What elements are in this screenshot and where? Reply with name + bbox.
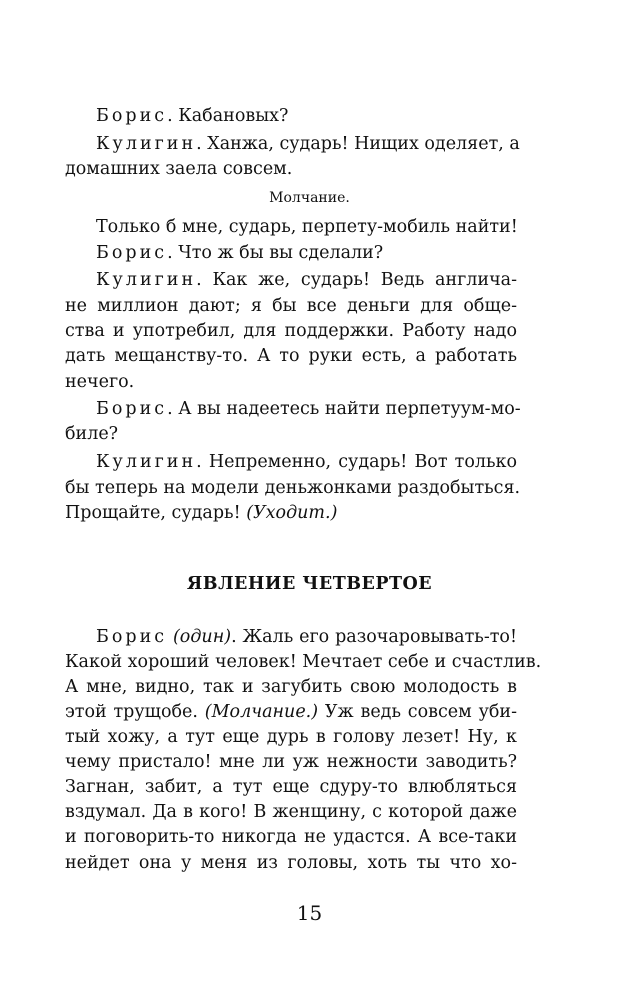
speaker-name: Борис [96,243,168,263]
monologue-line: Борис (один). Жаль его разочаровывать-то! [96,627,517,647]
dialogue-line: не миллион дают; я бы все деньги для обще- [65,296,517,316]
dialogue-line: домашних заела совсем. [65,159,293,179]
dialogue-line: ства и употребил, для поддержки. Работу надо [65,321,517,341]
dialogue-line: Кулигин. Ханжа, сударь! Нищих оделяет, а [96,134,520,154]
speaker-name: Борис [96,106,168,126]
dialogue-line: Кулигин. Как же, сударь! Ведь англича- [96,270,517,290]
stage-direction: Молчание. [269,190,350,206]
dialogue-line: нечего. [65,372,135,392]
speaker-name: Кулигин [96,134,197,154]
monologue-line: и поговорить-то никогда не удастся. А все-таки [65,827,517,847]
monologue-line: чему пристало! мне ли уж нежности заводить? [65,752,517,772]
monologue-line: тый хожу, а тут еще дурь в голову лезет! Ну, к [65,727,517,747]
monologue-line: этой трущобе. (Молчание.) Уж ведь совсем уби- [65,702,517,722]
dialogue-line: Борис. Кабановых? [96,106,289,126]
speaker-name: Борис [96,627,168,647]
monologue-line: А мне, видно, так и загубить свою молодость в [65,677,517,697]
scene-heading: ЯВЛЕНИЕ ЧЕТВЕРТОЕ [186,574,433,594]
monologue-line: Какой хороший человек! Мечтает себе и счастлив. [65,652,542,672]
dialogue-line: биле? [65,424,119,444]
speaker-name: Кулигин [96,452,197,472]
dialogue-line: Борис. Что ж бы вы сделали? [96,243,384,263]
speaker-name: Борис [96,399,168,419]
dialogue-line: Только б мне, сударь, перпету-мобиль найти! [96,217,518,237]
page-number: 15 [296,901,323,925]
stage-direction-inline: (один) [172,627,232,647]
speaker-name: Кулигин [96,270,197,290]
dialogue-line: Борис. А вы надеетесь найти перпетуум-мо- [96,399,521,419]
stage-direction-inline: (Молчание.) [204,702,319,722]
dialogue-line: Прощайте, сударь! (Уходит.) [65,503,338,523]
stage-direction-inline: (Уходит.) [246,503,338,523]
monologue-line: Загнан, забит, а тут еще сдуру-то влюбляться [65,777,517,797]
monologue-line: нейдет она у меня из головы, хоть ты что хо- [65,853,517,873]
dialogue-line: бы теперь на модели деньжонками раздобыться. [65,478,521,498]
monologue-line: вздумал. Да в кого! В женщину, с которой даже [65,802,517,822]
dialogue-line: дать мещанству-то. А то руки есть, а работать [65,346,517,366]
dialogue-line: Кулигин. Непременно, сударь! Вот только [96,452,517,472]
